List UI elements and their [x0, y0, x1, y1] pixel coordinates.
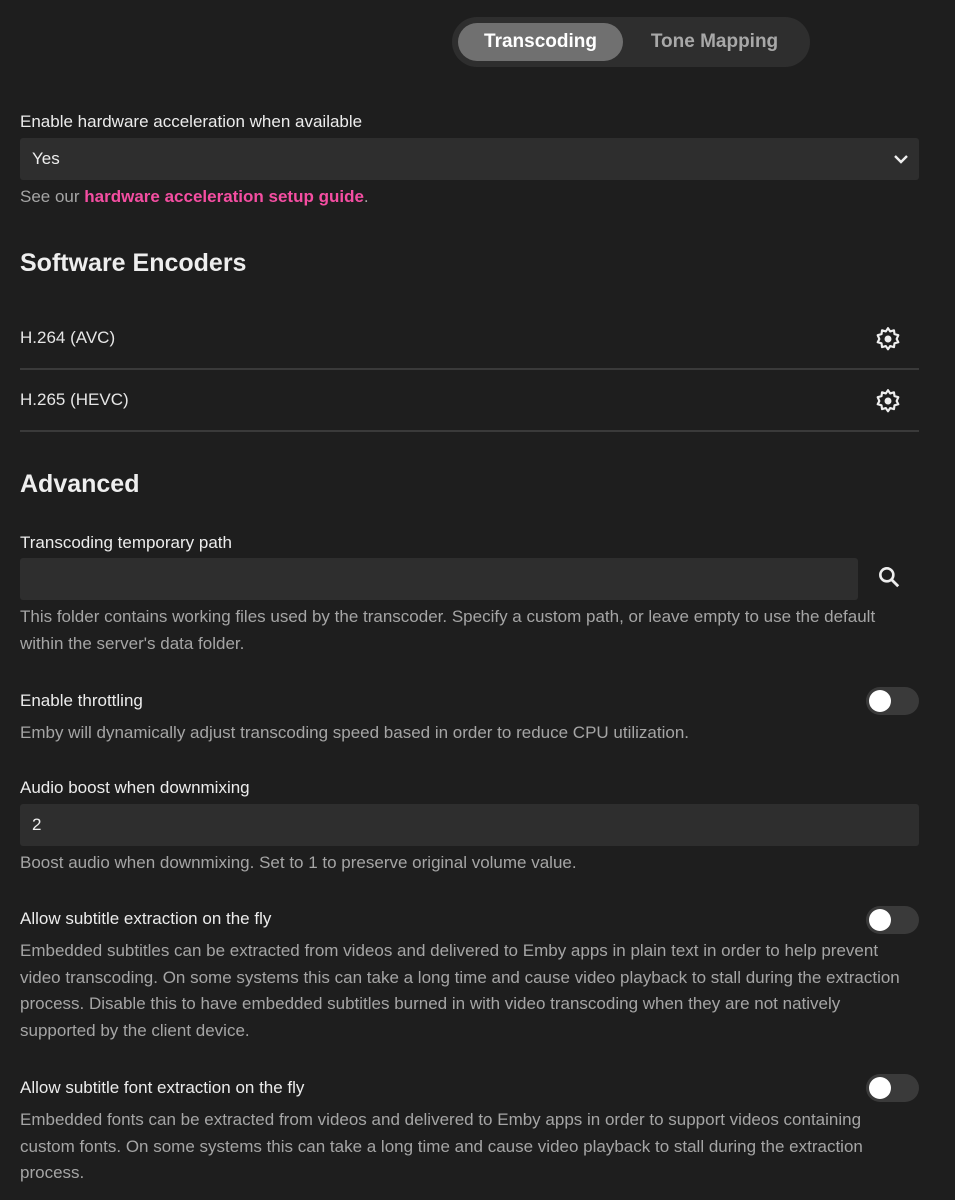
chevron-down-icon — [893, 152, 909, 166]
subtitle-extraction-toggle[interactable] — [866, 906, 919, 934]
throttling-help: Emby will dynamically adjust transcoding speed based in order to reduce CPU utilization. — [20, 723, 690, 742]
encoder-label: H.265 (HEVC) — [20, 390, 129, 409]
temp-path-label: Transcoding temporary path — [20, 533, 232, 552]
tab-tone-mapping[interactable]: Tone Mapping — [650, 31, 779, 52]
encoder-row-h264[interactable] — [20, 308, 919, 370]
audio-boost-input[interactable]: 2 — [20, 804, 919, 846]
gear-icon[interactable] — [875, 388, 901, 414]
tab-transcoding[interactable]: Transcoding — [458, 23, 623, 61]
audio-boost-label: Audio boost when downmixing — [20, 778, 250, 797]
temp-path-input[interactable] — [20, 558, 858, 600]
gear-icon[interactable] — [875, 326, 901, 352]
hw-accel-label: Enable hardware acceleration when available — [20, 112, 363, 131]
subtitle-extraction-help: Embedded subtitles can be extracted from videos and delivered to Emby apps in plain text in order to help prevent video transcoding. On some systems this can take a long time and cause video playback to stall during the extraction process. Disable this to have embedded subtitles burned in with video transcoding when they are not natively supported by the client device. — [20, 941, 900, 1040]
font-extraction-label: Allow subtitle font extraction on the fly — [20, 1078, 305, 1097]
temp-path-help: This folder contains working files used by the transcoder. Specify a custom path, or leave empty to use the default within the server's data folder. — [20, 607, 876, 653]
encoder-label: H.264 (AVC) — [20, 328, 116, 347]
tab-bar — [452, 17, 810, 67]
search-icon[interactable] — [876, 564, 902, 590]
hw-accel-help — [20, 184, 920, 211]
font-extraction-toggle[interactable] — [866, 1074, 919, 1102]
encoder-row-h265[interactable] — [20, 370, 919, 432]
hw-accel-select[interactable] — [20, 138, 919, 180]
hw-guide-link[interactable]: hardware acceleration setup guide — [84, 187, 364, 206]
advanced-heading: Advanced — [20, 470, 140, 498]
subtitle-extraction-label: Allow subtitle extraction on the fly — [20, 909, 272, 928]
throttling-label: Enable throttling — [20, 691, 143, 710]
help-suffix: . — [363, 187, 369, 206]
audio-boost-help: Boost audio when downmixing. Set to 1 to preserve original volume value. — [20, 853, 577, 872]
help-text: See our — [20, 187, 85, 206]
software-encoders-heading: Software Encoders — [20, 249, 247, 277]
font-extraction-help: Embedded fonts can be extracted from videos and delivered to Emby apps in order to support videos containing custom fonts. On some systems this can take a long time and cause video playback to stall during the extraction process. — [20, 1110, 863, 1182]
throttling-toggle[interactable] — [866, 687, 919, 715]
hw-accel-value: Yes — [32, 149, 60, 168]
